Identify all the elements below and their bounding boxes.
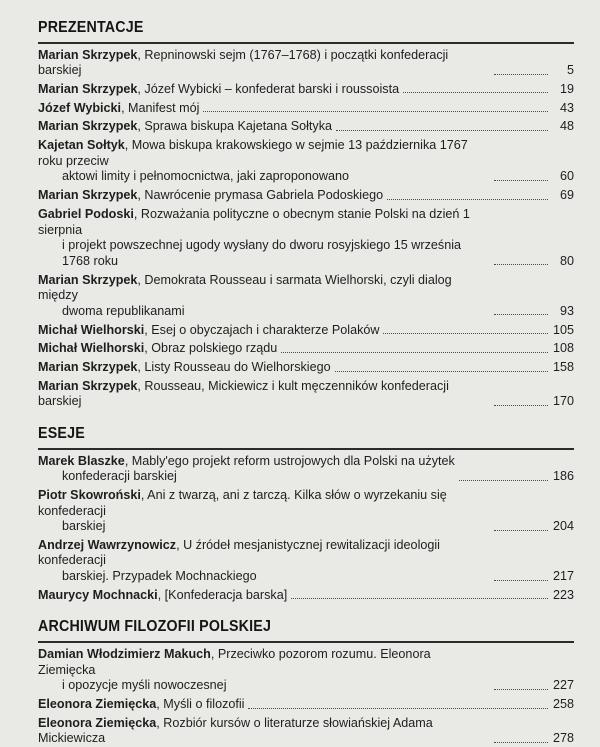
entry-title: , Manifest mój bbox=[121, 100, 200, 115]
page-number: 223 bbox=[552, 587, 574, 602]
dot-leader bbox=[494, 314, 548, 315]
entry-title: , Nawrócenie prymasa Gabriela Podoskiego bbox=[137, 188, 384, 203]
toc-section bbox=[38, 424, 574, 603]
entry-text bbox=[38, 538, 490, 585]
entry-text bbox=[38, 488, 490, 535]
entry-author: Michał Wielhorski bbox=[38, 322, 145, 337]
page-number: 108 bbox=[552, 341, 574, 356]
dot-leader bbox=[203, 111, 548, 112]
entry-text bbox=[38, 716, 490, 747]
dot-leader bbox=[387, 199, 548, 200]
entry-author: Maurycy Mochnacki bbox=[38, 587, 158, 602]
section-title: ESEJE bbox=[38, 425, 85, 443]
toc-entry bbox=[38, 273, 574, 320]
toc-section bbox=[38, 617, 574, 746]
entry-title: , Myśli o filozofii bbox=[156, 696, 245, 711]
entry-title-continuation: i opozycje myśli nowoczesnej bbox=[62, 678, 227, 693]
entry-title-continuation: dwoma republikanami bbox=[62, 303, 185, 318]
toc-entry bbox=[38, 188, 574, 204]
page-number: 278 bbox=[552, 731, 574, 746]
page-number: 105 bbox=[552, 322, 574, 337]
entry-title: , [Konfederacja barska] bbox=[157, 587, 288, 602]
page-number: 186 bbox=[552, 469, 574, 484]
page-number: 158 bbox=[552, 360, 574, 375]
section-divider bbox=[38, 42, 574, 44]
entry-author: Marian Skrzypek bbox=[38, 188, 138, 203]
entry-author: Damian Włodzimierz Makuch bbox=[38, 646, 211, 661]
entry-author: Marian Skrzypek bbox=[38, 119, 138, 134]
entry-author: Andrzej Wawrzynowicz bbox=[38, 537, 177, 552]
entry-title-continuation: aktowi limity i pełnomocnictwa, jaki zaproponowano bbox=[62, 169, 349, 184]
toc-entry bbox=[38, 488, 574, 535]
entry-title: , Repninowski sejm (1767–1768) i początki konfederacji barskiej bbox=[38, 47, 449, 78]
dot-leader bbox=[494, 530, 548, 531]
toc-entry bbox=[38, 360, 574, 376]
toc-entry bbox=[38, 697, 574, 713]
entry-author: Marian Skrzypek bbox=[38, 81, 138, 96]
dot-leader bbox=[335, 371, 548, 372]
dot-leader bbox=[336, 130, 548, 131]
entry-text bbox=[38, 360, 331, 376]
entry-title-continuation: i projekt powszechnej ugody wysłany do dworu rosyjskiego 15 września 1768 roku bbox=[62, 238, 462, 268]
entry-text bbox=[38, 82, 399, 98]
entry-author: Gabriel Podoski bbox=[38, 206, 134, 221]
entry-title: , Józef Wybicki – konfederat barski i roussoista bbox=[137, 81, 400, 96]
toc-entry bbox=[38, 588, 574, 604]
entry-title: , Ani z twarzą, ani z tarczą. Kilka słów o wyrzekaniu się konfederacji bbox=[38, 487, 447, 518]
entry-text bbox=[38, 188, 383, 204]
entry-text bbox=[38, 647, 490, 694]
dot-leader bbox=[494, 180, 548, 181]
page-number: 69 bbox=[559, 188, 574, 203]
entry-author: Piotr Skowroński bbox=[38, 487, 141, 502]
entry-text bbox=[38, 588, 287, 604]
page-number: 80 bbox=[559, 253, 574, 268]
entry-title: , Obraz polskiego rządu bbox=[144, 341, 278, 356]
entry-title: , Rozbiór kursów o literaturze słowiańskiej Adama Mickiewicza bbox=[38, 715, 433, 746]
entry-text bbox=[38, 341, 277, 357]
page-number: 93 bbox=[559, 303, 574, 318]
entry-text bbox=[38, 101, 199, 117]
page-number: 204 bbox=[552, 519, 574, 534]
dot-leader bbox=[494, 264, 548, 265]
entry-title: , Rozważania polityczne o obecnym stanie Polski na dzień 1 sierpnia bbox=[38, 206, 470, 237]
entry-text bbox=[38, 273, 490, 320]
page-number: 258 bbox=[552, 696, 574, 711]
entry-title: , Demokrata Rousseau i sarmata Wielhorski, czyli dialog między bbox=[38, 272, 452, 303]
entry-text bbox=[38, 138, 490, 185]
dot-leader bbox=[291, 598, 548, 599]
entry-text bbox=[38, 379, 490, 410]
entry-title-continuation: barskiej. Przypadek Mochnackiego bbox=[62, 569, 257, 584]
page-number: 170 bbox=[552, 394, 574, 409]
entry-author: Józef Wybicki bbox=[38, 100, 122, 115]
page-number: 217 bbox=[552, 569, 574, 584]
entry-title: , U źródeł mesjanistycznej rewitalizacji ideologii konfederacji bbox=[38, 537, 440, 568]
entry-title: , Mowa biskupa krakowskiego w sejmie 13 października 1767 roku przeciw bbox=[38, 138, 468, 168]
entry-author: Marian Skrzypek bbox=[38, 360, 138, 375]
entry-title: , Esej o obyczajach i charakterze Polaków bbox=[144, 322, 380, 337]
entry-author: Marian Skrzypek bbox=[38, 272, 138, 287]
toc-entry bbox=[38, 647, 574, 694]
section-divider bbox=[38, 448, 574, 450]
entry-title: , Listy Rousseau do Wielhorskiego bbox=[137, 360, 331, 375]
entry-text bbox=[38, 119, 332, 135]
toc-entry bbox=[38, 207, 574, 269]
section-title: ARCHIWUM FILOZOFII POLSKIEJ bbox=[38, 618, 272, 636]
toc-entry bbox=[38, 82, 574, 98]
entry-title-continuation: konfederacji barskiej bbox=[62, 469, 177, 484]
toc-entry bbox=[38, 454, 574, 485]
entry-text bbox=[38, 48, 490, 79]
toc-entry bbox=[38, 341, 574, 357]
page-number: 227 bbox=[552, 678, 574, 693]
entry-title: , Rousseau, Mickiewicz i kult męczenników konfederacji barskiej bbox=[38, 378, 449, 409]
page-number: 48 bbox=[559, 119, 574, 134]
dot-leader bbox=[494, 405, 548, 406]
page-number: 5 bbox=[566, 63, 574, 78]
entry-text bbox=[38, 697, 244, 713]
entry-author: Eleonora Ziemięcka bbox=[38, 715, 157, 730]
toc-entry bbox=[38, 379, 574, 410]
toc-entry bbox=[38, 538, 574, 585]
toc-entry bbox=[38, 119, 574, 135]
entry-author: Eleonora Ziemięcka bbox=[38, 696, 157, 711]
section-divider bbox=[38, 641, 574, 643]
entry-author: Michał Wielhorski bbox=[38, 341, 145, 356]
toc-entry bbox=[38, 323, 574, 339]
dot-leader bbox=[494, 742, 548, 743]
entry-title-continuation: barskiej bbox=[62, 519, 106, 534]
page-number: 19 bbox=[559, 81, 574, 96]
dot-leader bbox=[494, 689, 548, 690]
entry-author: Marian Skrzypek bbox=[38, 378, 138, 393]
toc-entry bbox=[38, 101, 574, 117]
dot-leader bbox=[281, 352, 548, 353]
toc-entry bbox=[38, 716, 574, 747]
entry-title: , Mably'ego projekt reform ustrojowych dla Polski na użytek bbox=[124, 453, 455, 468]
toc-entry bbox=[38, 138, 574, 185]
dot-leader bbox=[248, 708, 548, 709]
entry-text bbox=[38, 323, 379, 339]
dot-leader bbox=[494, 580, 548, 581]
section-title: PREZENTACJE bbox=[38, 19, 144, 36]
dot-leader bbox=[459, 480, 548, 481]
entry-title: , Przeciwko pozorom rozumu. Eleonora Ziemięcka bbox=[38, 646, 431, 677]
entry-text bbox=[38, 454, 455, 485]
page-number: 60 bbox=[559, 169, 574, 184]
toc-entry bbox=[38, 48, 574, 79]
dot-leader bbox=[383, 333, 548, 334]
entry-text bbox=[38, 207, 490, 269]
dot-leader bbox=[403, 92, 548, 93]
entry-author: Marian Skrzypek bbox=[38, 47, 138, 62]
entry-title: , Sprawa biskupa Kajetana Sołtyka bbox=[137, 119, 333, 134]
dot-leader bbox=[494, 74, 548, 75]
entry-author: Marek Blaszke bbox=[38, 453, 125, 468]
entry-author: Kajetan Sołtyk bbox=[38, 138, 125, 153]
page-number: 43 bbox=[559, 100, 574, 115]
toc-section bbox=[38, 18, 574, 410]
